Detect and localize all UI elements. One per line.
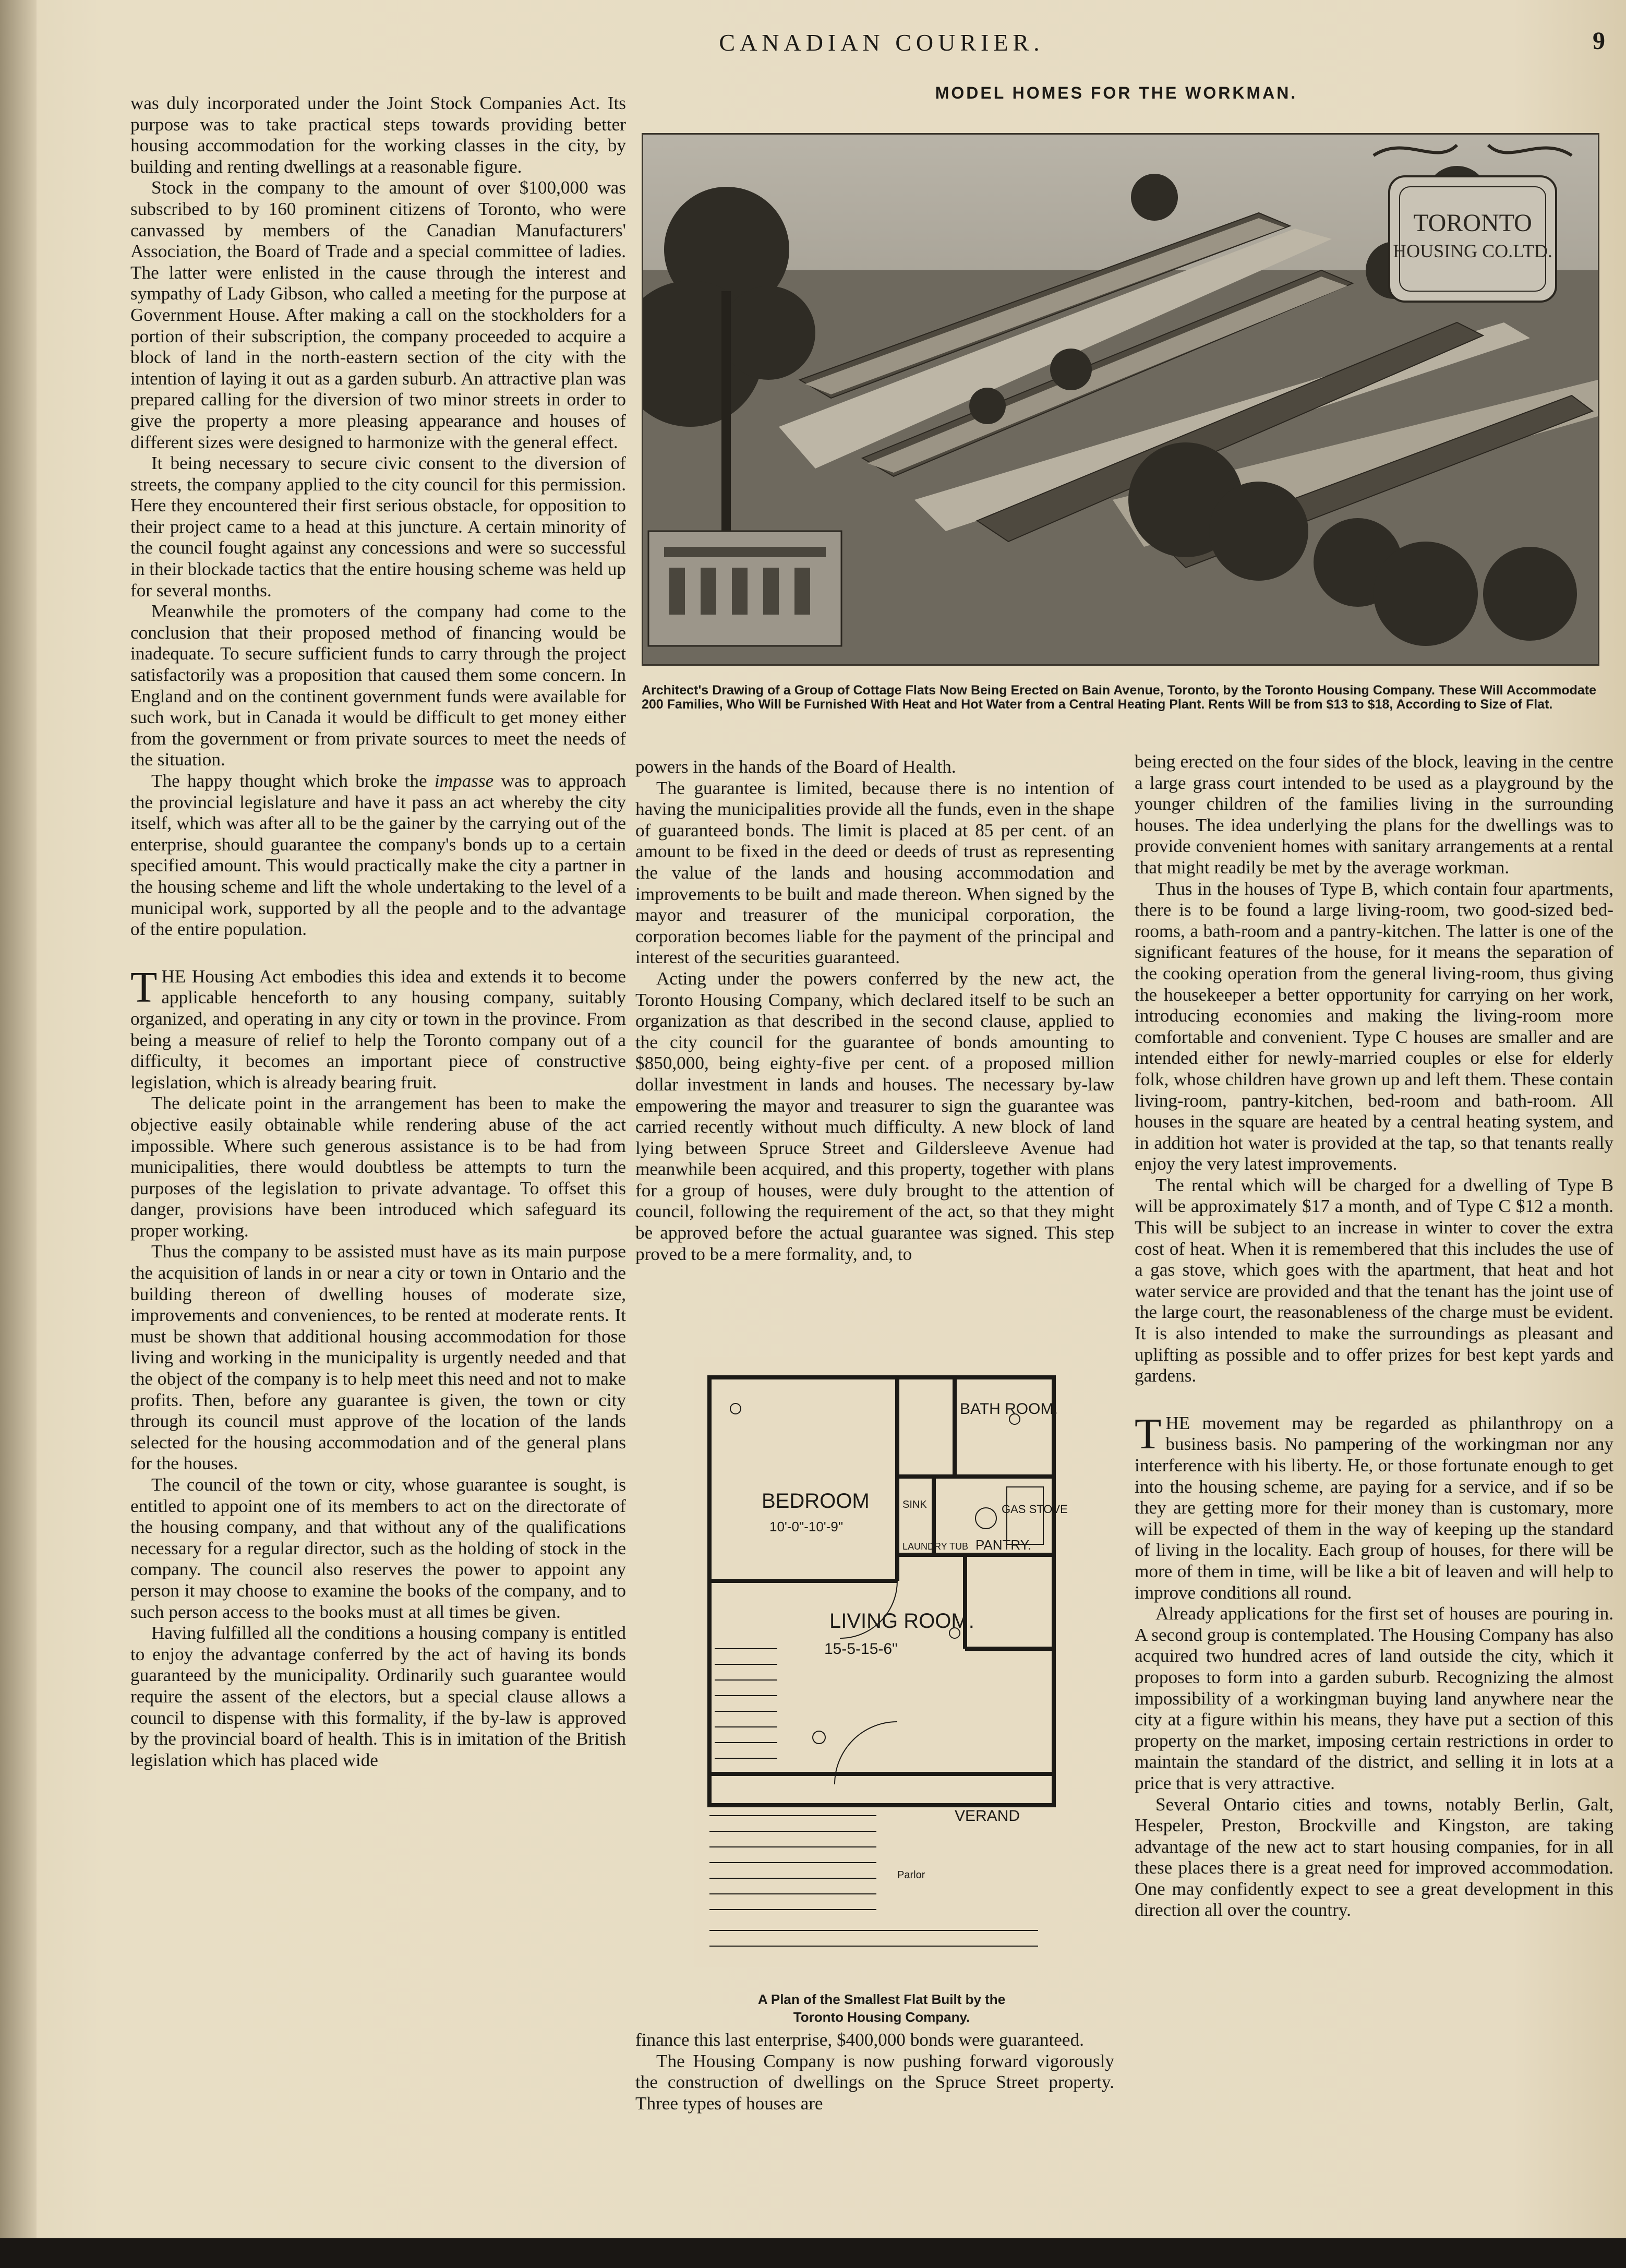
column-1 bbox=[130, 93, 626, 1771]
paragraph: Several Ontario cities and towns, notably Berlin, Galt, Hespeler, Preston, Brockville and Kingston, are taking advantage of the new act to start housing companies, for in all these places there is a great need for improved accommodation. One may confidently expect to see a great development in this direction all over the country. bbox=[1135, 1794, 1613, 1921]
italic-word: impasse bbox=[434, 771, 494, 791]
paragraph: The Housing Company is now pushing forward vigorously the construction of dwellings on the Spruce Street property. Three types of houses are bbox=[635, 2050, 1114, 2114]
paragraph: Meanwhile the promoters of the company had come to the conclusion that their proposed method of financing would be inadequate. To secure sufficient funds to carry through the project satisfactorily was a proposition that caused them some concern. In England and on the continent government funds were available for such work, but in Canada it would be difficult to get money either from the government or from private sources to meet the needs of the situation. bbox=[130, 601, 626, 770]
paragraph: being erected on the four sides of the block, leaving in the centre a large grass court intended to be used as a playground by the younger children of the families living in the surrounding houses. The idea underlying the plans for the dwellings was to provide convenient homes with sanitary arrangements at a rental that might readily be met by the average workman. bbox=[1135, 751, 1613, 878]
binding-gutter bbox=[0, 0, 37, 2238]
living-room-size: 15-5-15-6" bbox=[824, 1640, 898, 1658]
gas-stove-label: GAS STOVE bbox=[1002, 1503, 1068, 1516]
text-run: HE movement may be regarded as philanthropy on a business basis. No pampering of the workingman nor any interference with his liberty. He, or those fortunate enough to get into the housing scheme, are paying for a service, and if so be they are getting more for their money than is customary, more will be expected of them in the way of keeping up the standard of living in the locality. Each group of houses, for there will be more of them in time, will be like a bit of leaven and will help to improve conditions all round. bbox=[1135, 1412, 1613, 1603]
paragraph-dropcap bbox=[130, 963, 626, 1094]
paragraph: Stock in the company to the amount of over $100,000 was subscribed to by 160 prominent citizens of Toronto, who were canvassed by members of the Canadian Manufacturers' Association, the Board of Trade and a special committee of ladies. The latter were enlisted in the cause through the interest and sympathy of Lady Gibson, who called a meeting for the purpose at Government House. After making a call on the stockholders for a portion of their subscription, the company proceeded to acquire a block of land in the north-eastern section of the city with the intention of laying it out as a garden suburb. An attractive plan was prepared calling for the diversion of two minor streets in order to give the property a more pleasing appearance and houses of different sizes were designed to harmonize with the general effect. bbox=[130, 177, 626, 452]
floor-plan-caption bbox=[694, 1990, 1069, 2026]
paragraph: It being necessary to secure civic consent to the diversion of streets, the company applied to the city council for this permission. Here they encountered their first serious obstacle, for opposition to their project came to a head at this juncture. A certain minority of the council fought against any concessions and were so successful in their blockade tactics that the entire housing scheme was held up for several months. bbox=[130, 453, 626, 601]
page-number: 9 bbox=[1593, 27, 1605, 55]
bedroom-label: BEDROOM bbox=[762, 1490, 870, 1513]
text-run: The happy thought which broke the bbox=[151, 771, 435, 791]
floor-plan bbox=[694, 1357, 1069, 1967]
paragraph: powers in the hands of the Board of Health. bbox=[635, 757, 956, 777]
paragraph bbox=[130, 771, 626, 940]
pantry-label: PANTRY. bbox=[975, 1537, 1031, 1553]
paragraph: The council of the town or city, whose guarantee is sought, is entitled to appoint one of its members to act on the directorate of the housing company, and that without any of the qualifications necessary for a regular director, such as the holding of stock in the company. The council also reserves the power to appoint any person it may choose to examine the books of the company, and to such person access to the books must at all times be given. bbox=[130, 1474, 626, 1622]
paragraph: The guarantee is limited, because there is no intention of having the municipalities provide all the funds, even in the shape of guaranteed bonds. The limit is placed at 85 per cent. of an amount to be fixed in the deed or deeds of trust as representing the value of the lands and housing accommodation and improvements to be built and made thereon. When signed by the mayor and treasurer of the municipal corporation, the corporation becomes liable for the payment of the principal and interest of the securities guaranteed. bbox=[635, 777, 1114, 968]
publication-title: CANADIAN COURIER. bbox=[719, 29, 1044, 56]
column-2-continued bbox=[635, 2030, 1114, 2114]
section-break bbox=[130, 940, 626, 966]
column-3 bbox=[1135, 751, 1613, 1921]
paragraph: The rental which will be charged for a dwelling of Type B will be approximately $17 a month, and of Type C $12 a month. This will be subject to an increase in winter to cover the extra cost of heat. When it is remembered that this includes the use of a gas stove, which goes with the apartment, that heat and hot water service are provided and that the tenant has the joint use of the large court, the reasonableness of the charge must be evident. It is also intended to make the surroundings as pleasant and uplifting as possible and to offer prizes for best kept yards and gardens. bbox=[1135, 1174, 1613, 1386]
paragraph: Already applications for the first set of houses are pouring in. A second group is contemplated. The Housing Company has also acquired two hundred acres of land outside the city, which it proposes to form into a garden suburb. Recognizing the almost impossibility of a workingman buying land anywhere near the city at a figure within his means, they have put a section of this property on the market, imposing certain restrictions in order to maintain the standard of the district, and selling it in lots at a price that is very attractive. bbox=[1135, 1603, 1614, 1793]
column-2 bbox=[635, 757, 1114, 1265]
living-room-label: LIVING ROOM. bbox=[829, 1610, 974, 1633]
section-break bbox=[1135, 1387, 1613, 1413]
aerial-view-illustration bbox=[643, 135, 1598, 664]
paragraph: Thus the company to be assisted must have as its main purpose the acquisition of lands in or near a city or town in Ontario and the building thereon of dwelling houses of moderate size, improvements and conveniences, to be rented at moderate rents. It must be shown that additional housing accommodation for those living and working in the municipality is urgently needed and that the object of the company is to help meet this need and not to make profits. Then, before any guarantee is given, the town or city through its council must approve of the location of the lands selected for the housing accommodation and of the general plans for the houses. bbox=[130, 1241, 626, 1474]
caption-line: Toronto Housing Company. bbox=[793, 2009, 970, 2025]
paragraph: finance this last enterprise, $400,000 bonds were guaranteed. bbox=[635, 2030, 1084, 2050]
paragraph: was duly incorporated under the Joint Stock Companies Act. Its purpose was to take practical steps towards providing better housing accommodation for the working classes in the city, by building and renting dwellings at a reasonable figure. bbox=[130, 93, 626, 177]
paragraph: The delicate point in the arrangement has been to make the objective easily obtainable while rendering abuse of the act impossible. Where such generous assistance is to be had from municipalities, there would doubtless be attempts to turn the purposes of the legislation to private advantage. To offset this danger, provisions have been introduced which safeguard its proper working. bbox=[130, 1093, 626, 1241]
paragraph-dropcap bbox=[1135, 1409, 1613, 1603]
laundry-tub-label: LAUNDRY TUB bbox=[902, 1541, 969, 1552]
text-run: was to approach the provincial legislature and have it pass an act whereby the city itself, which was after all to be the gainer by the carrying out of the enterprise, should guarantee the company's bonds up to a certain specified amount. This would practically make the city a partner in the housing scheme and lift the whole undertaking to the level of a municipal work, supported by all the people and to the advantage of the entire population. bbox=[130, 771, 626, 940]
architect-drawing bbox=[642, 133, 1599, 666]
floor-plan-drawing bbox=[694, 1357, 1069, 1967]
bedroom-size: 10'-0"-10'-9" bbox=[769, 1519, 844, 1534]
drop-cap: T bbox=[1135, 1409, 1162, 1458]
sink-label: SINK bbox=[902, 1499, 927, 1510]
bathroom-label: BATH ROOM. bbox=[960, 1400, 1058, 1418]
paragraph: Thus in the houses of Type B, which contain four apartments, there is to be found a large living-room, two good-sized bed-rooms, a bath-room and a pantry-kitchen. The latter is one of the significant features of the house, for it means the separation of the cooking operation from the general living-room, thus giving the housekeeper a better opportunity for carrying on her work, introducing economies and making the living-room more comfortable and convenient. Type C houses are smaller and are intended either for newly-married couples or else for elderly folk, whose children have grown up and left them. These contain living-room, pantry-kitchen, bed-room and bath-room. All houses in the square are heated by a central heating system, and in addition hot water is provided at the tap, so that tenants really enjoy the very latest improvements. bbox=[1135, 878, 1613, 1174]
company-sign-line2: HOUSING CO.LTD. bbox=[1393, 241, 1552, 261]
paragraph: Acting under the powers conferred by the new act, the Toronto Housing Company, which declared itself to be such an organization as that described in the second clause, applied to the city council for the guarantee of bonds amounting to $850,000, being eighty-five per cent. of a proposed million dollar investment in lands and houses. The necessary by-law empowering the mayor and treasurer to sign the guarantee was carried recently without much difficulty. A new block of land lying between Spruce Street and Gildersleeve Avenue had meanwhile been acquired, and this property, together with plans for a group of houses, were duly brought to the attention of council, following the requirement of the act, so that they might be approved before the actual guarantee was signed. This step proved to be a mere formality, and, to bbox=[635, 968, 1114, 1264]
page-header bbox=[0, 29, 1626, 65]
caption-line: A Plan of the Smallest Flat Built by the bbox=[757, 1991, 1006, 2007]
figure-caption: Architect's Drawing of a Group of Cottage Flats Now Being Erected on Bain Avenue, Toronto, by the Toronto Housing Company. These Will Accommodate 200 Families, Who Will be Furnished With Heat and Hot Water from a Central Heating Plant. Rents Will be from $13 to $18, According to Size of Flat. bbox=[642, 683, 1596, 712]
drop-cap: T bbox=[130, 963, 158, 1012]
scan-border bbox=[0, 2238, 1626, 2268]
figure-title: MODEL HOMES FOR THE WORKMAN. bbox=[935, 83, 1298, 102]
paragraph: Having fulfilled all the conditions a housing company is entitled to enjoy the advantage conferred by the act of having its bonds guaranteed by the municipality. Ordinarily such guarantee would require the assent of the electors, but a special clause allows a council to dispense with this formality, if the by-law is approved by the provincial board of health. This is in imitation of the British legislation which has placed wide bbox=[130, 1623, 626, 1770]
veranda-label: VERAND bbox=[955, 1807, 1020, 1825]
text-run: HE Housing Act embodies this idea and extends it to become applicable henceforth to any housing company, suitably organized, and operating in any city or town in the province. From being a measure of relief to help the Toronto company out of a difficulty, it becomes an important piece of constructive legislation, which is already bearing fruit. bbox=[130, 966, 626, 1093]
company-sign-line1: TORONTO bbox=[1413, 209, 1532, 237]
parlor-label: Parlor bbox=[897, 1869, 925, 1881]
